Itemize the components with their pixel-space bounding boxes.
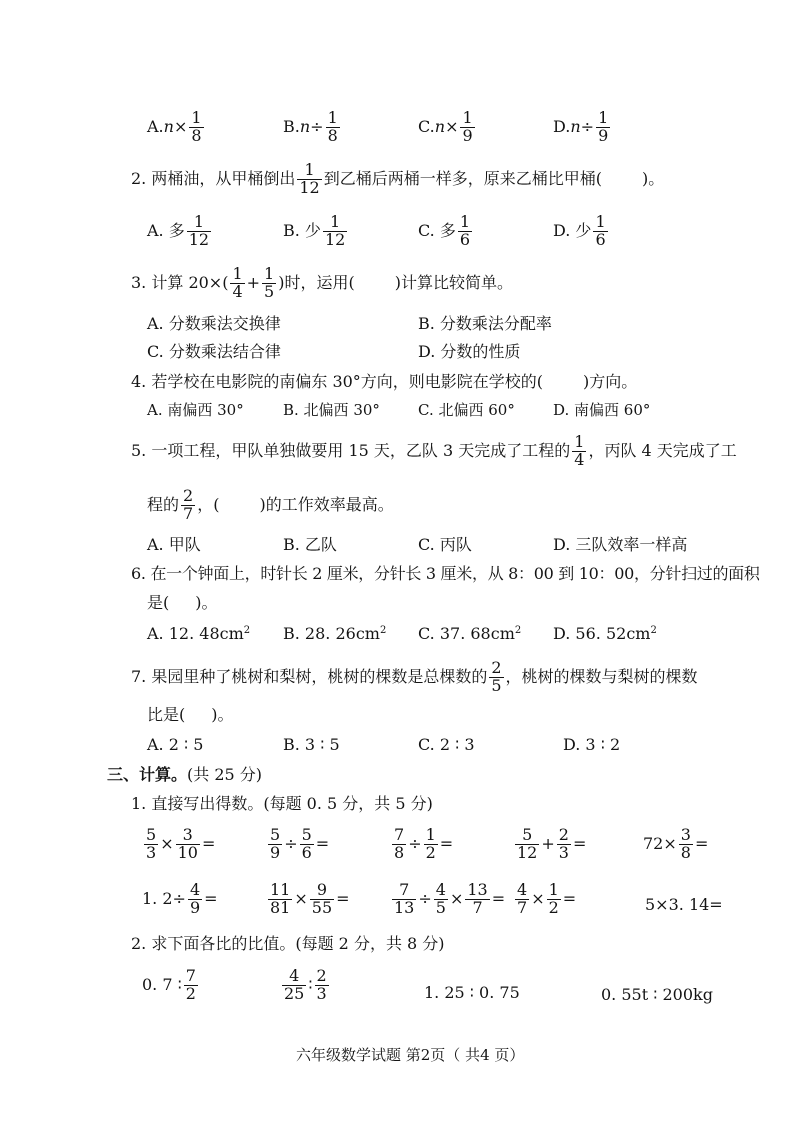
q7-option-a: A. 2 ∶ 5 bbox=[147, 735, 204, 754]
page-footer: 六年级数学试题 第2页（ 共4 页） bbox=[296, 1046, 525, 1064]
q3-option-c: C. 分数乘法结合律 bbox=[147, 342, 281, 361]
calc1-r2-e2: $\frac{11}{81}$ × $\frac{9}{55}$ = bbox=[270, 880, 350, 917]
calc2-e1: 0. 7 ∶ $\frac{7}{2}$ bbox=[142, 966, 196, 1003]
q6-option-a: A. 12. $48cm^2$ bbox=[147, 624, 251, 643]
q2-option-d: D. 少 $\frac{1}{6}$ bbox=[553, 212, 606, 249]
q3-option-b: B. 分数乘法分配率 bbox=[418, 314, 552, 333]
q6-option-b: B. 28. $26cm^2$ bbox=[283, 624, 387, 643]
q4-option-b: B. 北偏西 30° bbox=[283, 401, 380, 419]
calc1-r1-e5: 72× $\frac{3}{8}$ = bbox=[643, 825, 709, 862]
fraction: $\frac{1}{9}$ bbox=[462, 108, 473, 145]
calc1-r2-e3: $\frac{7}{13}$ ÷ $\frac{4}{5}$ × $\frac{13}{7}$ = bbox=[394, 880, 506, 917]
q1-option-a bbox=[147, 110, 206, 145]
section3-heading: 三、计算。(共 25 分) bbox=[107, 765, 263, 784]
q4-stem: 4. 若学校在电影院的南偏东 30°方向，则电影院在学校的( )方向。 bbox=[131, 372, 638, 391]
option-label: A. bbox=[147, 116, 164, 136]
calc1-r1-e3: $\frac{7}{8}$ ÷ $\frac{1}{2}$ = bbox=[394, 825, 454, 862]
q5-stem-line2: 程的 $\frac{2}{7}$ ，( )的工作效率最高。 bbox=[147, 486, 394, 523]
q5-stem-line1: 5. 一项工程，甲队单独做要用 15 天，乙队 3 天完成了工程的 $\frac{1}{4}$ ，丙队 4 天完成了工 bbox=[131, 432, 737, 469]
fraction: $\frac{2}{5}$ bbox=[491, 658, 502, 695]
variable: n bbox=[299, 116, 311, 136]
operator: ÷ bbox=[580, 116, 595, 136]
q3-option-a: A. 分数乘法交换律 bbox=[147, 314, 281, 333]
q3-stem: 3. 计算 20×( $\frac{1}{4}$ + $\frac{1}{5}$ )时，运用( )计算比较简单。 bbox=[131, 264, 513, 301]
q1-option-c bbox=[418, 110, 477, 145]
q5-option-b: B. 乙队 bbox=[283, 535, 337, 554]
operator: × bbox=[445, 116, 459, 136]
calc1-r2-e4: $\frac{4}{7}$ × $\frac{1}{2}$ = bbox=[517, 880, 577, 917]
q7-option-c: C. 2 ∶ 3 bbox=[418, 735, 475, 754]
fraction: $\frac{2}{7}$ bbox=[183, 486, 194, 523]
fraction: $\frac{1}{6}$ bbox=[459, 212, 471, 249]
q6-stem-line2: 是( )。 bbox=[147, 593, 218, 612]
calc2-title: 2. 求下面各比的比值。(每题 2 分，共 8 分) bbox=[131, 934, 445, 953]
calc2-e4: 0. 55t ∶ 200kg bbox=[601, 985, 713, 1004]
q4-option-d: D. 南偏西 60° bbox=[553, 401, 651, 419]
q5-option-c: C. 丙队 bbox=[418, 535, 472, 554]
calc1-r1-e2: $\frac{5}{9}$ ÷ $\frac{5}{6}$ = bbox=[270, 825, 330, 862]
q2-stem: 2. 两桶油，从甲桶倒出 $\frac{1}{12}$ 到乙桶后两桶一样多，原来乙桶比甲桶( )。 bbox=[131, 160, 665, 197]
q2-option-a: A. 多 $\frac{1}{12}$ bbox=[147, 212, 210, 249]
calc1-title: 1. 直接写出得数。(每题 0. 5 分，共 5 分) bbox=[131, 794, 433, 813]
variable: n bbox=[434, 116, 446, 136]
fraction: $\frac{1}{6}$ bbox=[595, 212, 606, 249]
fraction: $\frac{1}{9}$ bbox=[598, 108, 609, 145]
q6-stem-line1: 6. 在一个钟面上，时针长 2 厘米，分针长 3 厘米，从 8：00 到 10：00，分针扫过的面积 bbox=[131, 564, 760, 583]
fraction: $\frac{1}{12}$ bbox=[299, 160, 320, 197]
option-label: B. bbox=[283, 116, 300, 136]
q7-option-d: D. 3 ∶ 2 bbox=[563, 735, 621, 754]
q4-option-a: A. 南偏西 30° bbox=[147, 401, 244, 419]
q1-option-d bbox=[553, 110, 612, 145]
calc1-r1-e4: $\frac{5}{12}$ + $\frac{2}{3}$ = bbox=[517, 825, 587, 862]
q5-option-a: A. 甲队 bbox=[147, 535, 201, 554]
fraction: $\frac{1}{5}$ bbox=[264, 264, 275, 301]
calc1-r2-e5: 5×3. 14= bbox=[645, 895, 723, 914]
q4-option-c: C. 北偏西 60° bbox=[418, 401, 515, 419]
q7-stem-line2: 比是( )。 bbox=[147, 705, 234, 724]
q2-option-c: C. 多 $\frac{1}{6}$ bbox=[418, 212, 471, 249]
calc1-r2-e1: 1. 2÷ $\frac{4}{9}$ = bbox=[142, 880, 218, 917]
fraction: $\frac{1}{4}$ bbox=[232, 264, 243, 301]
variable: n bbox=[570, 116, 581, 136]
fraction: $\frac{1}{12}$ bbox=[188, 212, 210, 249]
q7-option-b: B. 3 ∶ 5 bbox=[283, 735, 340, 754]
q3-option-d: D. 分数的性质 bbox=[418, 342, 521, 361]
fraction: $\frac{1}{12}$ bbox=[324, 212, 346, 249]
fraction: $\frac{1}{8}$ bbox=[327, 108, 338, 145]
option-label: C. bbox=[418, 116, 435, 136]
q7-stem-line1: 7. 果园里种了桃树和梨树，桃树的棵数是总棵数的 $\frac{2}{5}$ ，桃树的棵数与梨树的棵数 bbox=[131, 658, 698, 695]
operator: × bbox=[173, 116, 188, 136]
variable: n bbox=[163, 116, 174, 136]
fraction: $\frac{1}{8}$ bbox=[191, 108, 202, 145]
q6-option-c: C. 37. $68cm^2$ bbox=[418, 624, 522, 643]
q2-option-b: B. 少 $\frac{1}{12}$ bbox=[283, 212, 346, 249]
option-label: D. bbox=[553, 116, 571, 136]
calc2-e3: 1. 25 ∶ 0. 75 bbox=[424, 983, 520, 1002]
q5-option-d: D. 三队效率一样高 bbox=[553, 535, 688, 554]
calc2-e2: $\frac{4}{25}$ ∶ $\frac{2}{3}$ bbox=[284, 966, 327, 1003]
operator: ÷ bbox=[310, 116, 324, 136]
q1-option-b bbox=[283, 110, 342, 145]
calc1-r1-e1: $\frac{5}{3}$ × $\frac{3}{10}$ = bbox=[146, 825, 216, 862]
fraction: $\frac{1}{4}$ bbox=[574, 432, 585, 469]
q6-option-d: D. 56. $52cm^2$ bbox=[553, 624, 657, 643]
